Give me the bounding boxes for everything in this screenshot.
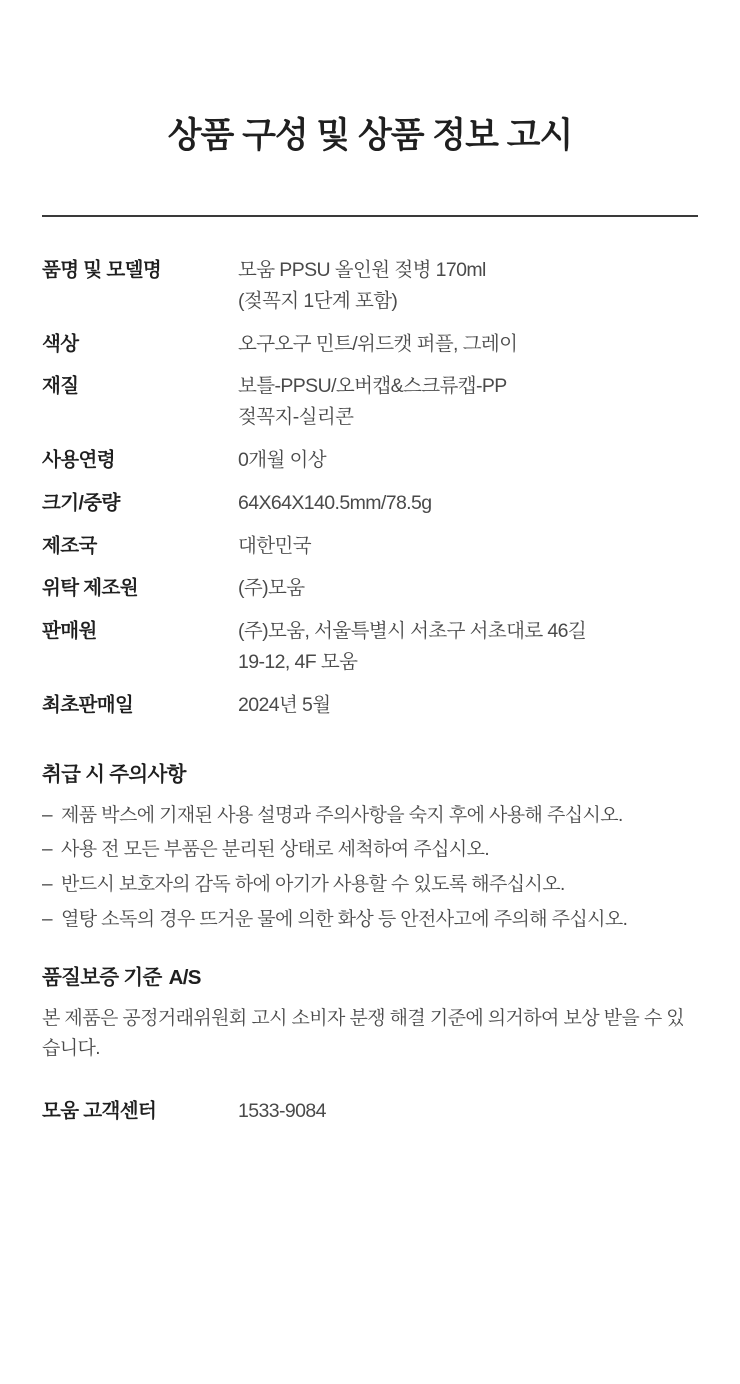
table-row [42, 531, 698, 574]
spec-label: 판매원 [42, 620, 97, 643]
table-row [42, 445, 698, 488]
spec-label: 최초판매일 [42, 693, 134, 716]
warranty-section [42, 960, 698, 1066]
spec-label: 재질 [42, 375, 79, 398]
spec-value-line: 64X64X140.5mm/78.5g [238, 491, 432, 514]
spec-label: 품명 및 모델명 [42, 259, 162, 281]
spec-value-line: 보틀-PPSU/오버캡&스크류캡-PP [238, 375, 507, 398]
spec-value [238, 616, 698, 690]
list-item [42, 905, 698, 936]
spec-value-line-2: 젖꼭지-실리콘 [238, 406, 354, 429]
warranty-heading [42, 960, 698, 990]
list-item-text: 사용 전 모든 부품은 분리된 상태로 세척하여 주십시오. [61, 839, 490, 861]
list-item [42, 801, 698, 832]
spec-value-line: (주)모움, 서울특별시 서초구 서초대로 46길 [238, 620, 587, 643]
customer-center-number: 1533-9084 [238, 1100, 326, 1123]
table-row [42, 371, 698, 445]
table-row [42, 329, 698, 372]
spec-value [238, 690, 698, 733]
spec-value [238, 488, 698, 531]
list-item [42, 835, 698, 866]
spec-label: 색상 [42, 332, 79, 355]
spec-label: 크기/중량 [42, 491, 120, 514]
cautions-section [42, 757, 698, 936]
list-item [42, 870, 698, 901]
spec-value [238, 255, 698, 329]
customer-center-label: 모움 고객센터 [42, 1100, 157, 1123]
spec-table [42, 255, 698, 733]
warranty-heading-text: 품질보증 기준 [42, 965, 162, 989]
cautions-list [42, 801, 698, 936]
table-row [42, 255, 698, 329]
dash-marker: – [42, 839, 52, 861]
list-item-text: 열탕 소독의 경우 뜨거운 물에 의한 화상 등 안전사고에 주의해 주십시오. [61, 908, 628, 930]
dash-marker: – [42, 874, 52, 896]
customer-center-row [42, 1095, 698, 1123]
spec-value-line-2: (젖꼭지 1단계 포함) [238, 289, 398, 312]
spec-value-line-2: 19-12, 4F 모움 [238, 650, 358, 673]
spec-value-line: 오구오구 민트/위드캣 퍼플, 그레이 [238, 332, 518, 355]
table-row [42, 690, 698, 733]
spec-value-line: 2024년 5월 [238, 693, 331, 716]
spec-value [238, 445, 698, 488]
warranty-text: 본 제품은 공정거래위원회 고시 소비자 분쟁 해결 기준에 의거하여 보상 받을 수 있습니다. [42, 1007, 685, 1060]
title-divider [42, 215, 698, 217]
spec-value [238, 573, 698, 616]
spec-value-line: (주)모움 [238, 577, 305, 600]
warranty-as-tag: A/S [168, 965, 201, 989]
table-row [42, 616, 698, 690]
spec-label: 위탁 제조원 [42, 577, 139, 600]
spec-value [238, 329, 698, 372]
list-item-text: 제품 박스에 기재된 사용 설명과 주의사항을 숙지 후에 사용해 주십시오. [61, 804, 623, 826]
page-title: 상품 구성 및 상품 정보 고시 [167, 116, 573, 155]
list-item-text: 반드시 보호자의 감독 하에 아기가 사용할 수 있도록 해주십시오. [61, 874, 565, 896]
spec-label: 제조국 [42, 534, 97, 557]
spec-value [238, 371, 698, 445]
spec-value [238, 531, 698, 574]
spec-value-line: 모움 PPSU 올인원 젖병 170ml [238, 259, 486, 281]
spec-value-line: 0개월 이상 [238, 448, 327, 471]
dash-marker: – [42, 908, 52, 930]
spec-value-line: 대한민국 [238, 534, 311, 557]
table-row [42, 488, 698, 531]
spec-label: 사용연령 [42, 448, 115, 471]
cautions-heading: 취급 시 주의사항 [42, 762, 186, 786]
dash-marker: – [42, 804, 52, 826]
table-row [42, 573, 698, 616]
